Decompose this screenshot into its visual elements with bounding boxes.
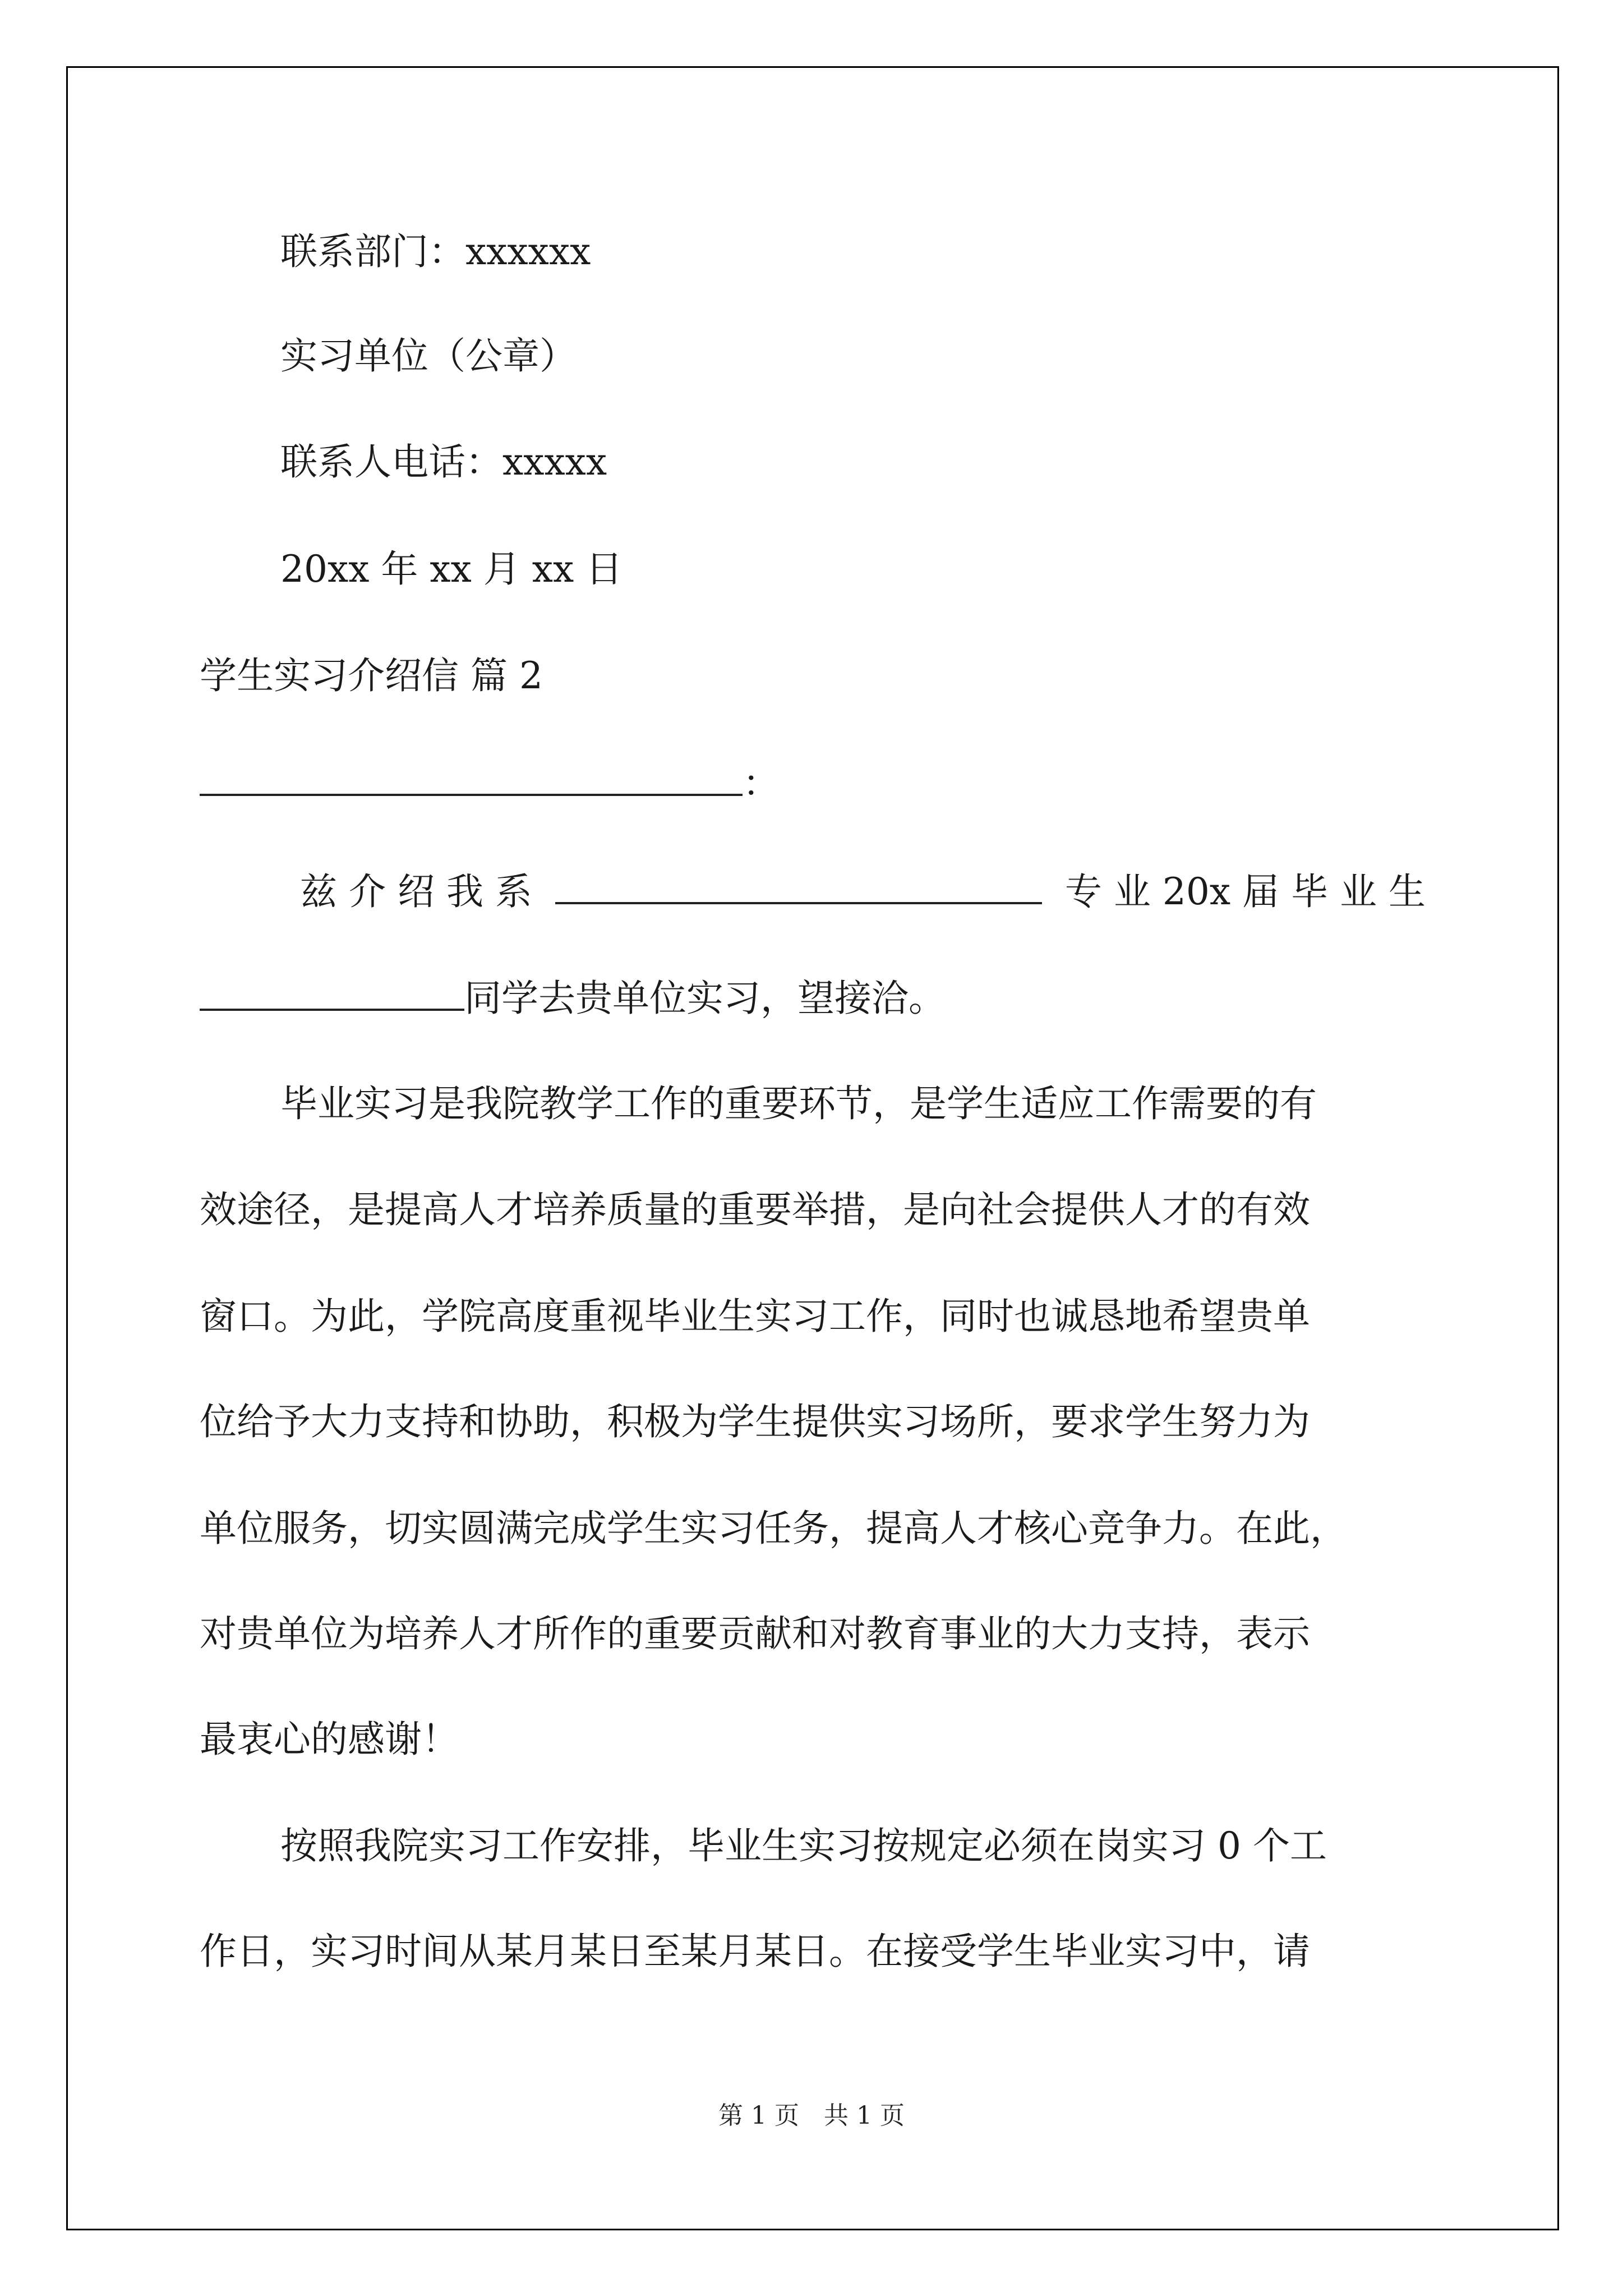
intro-text-part2: 专 业 20x 届 毕 业 生 [1064,870,1426,913]
date: 20xx 年 xx 月 xx 日 [280,547,623,591]
paragraph1-line: 最衷心的感谢！ [200,1718,459,1761]
intro-line-1 [300,867,1426,917]
paragraph1-line: 毕业实习是我院教学工作的重要环节，是学生适应工作需要的有 [280,1082,1317,1125]
addressee-colon: ： [743,762,780,805]
page-border [66,66,1559,2230]
paragraph1-line: 位给予大力支持和协助，积极为学生提供实习场所，要求学生努力为 [200,1400,1310,1443]
company-seal: 实习单位（公章） [280,334,577,378]
student-name-blank [200,975,464,1011]
major-blank [555,868,1042,904]
page-footer: 第 1 页 共 1 页 [718,2101,905,2130]
section-title: 学生实习介绍信 篇 2 [200,654,543,697]
addressee-line [200,758,780,809]
paragraph1-line: 单位服务，切实圆满完成学生实习任务，提高人才核心竞争力。在此， [200,1507,1347,1550]
paragraph2-line: 作日，实习时间从某月某日至某月某日。在接受学生毕业实习中，请 [200,1930,1310,1973]
intro-text-part3: 同学去贵单位实习，望接洽。 [464,977,946,1020]
addressee-blank [200,760,743,796]
paragraph1-line: 窗口。为此，学院高度重视毕业生实习工作，同时也诚恳地希望贵单 [200,1295,1310,1338]
intro-line-2 [200,973,946,1024]
paragraph2-line: 按照我院实习工作安排，毕业生实习按规定必须在岗实习 0 个工 [280,1824,1327,1867]
intro-text-part1: 兹 介 绍 我 系 [300,870,532,913]
paragraph1-line: 效途径，是提高人才培养质量的重要举措，是向社会提供人才的有效 [200,1188,1310,1231]
contact-department: 联系部门：xxxxxx [280,230,591,273]
contact-phone: 联系人电话：xxxxx [280,440,607,484]
paragraph1-line: 对贵单位为培养人才所作的重要贡献和对教育事业的大力支持，表示 [200,1612,1310,1655]
